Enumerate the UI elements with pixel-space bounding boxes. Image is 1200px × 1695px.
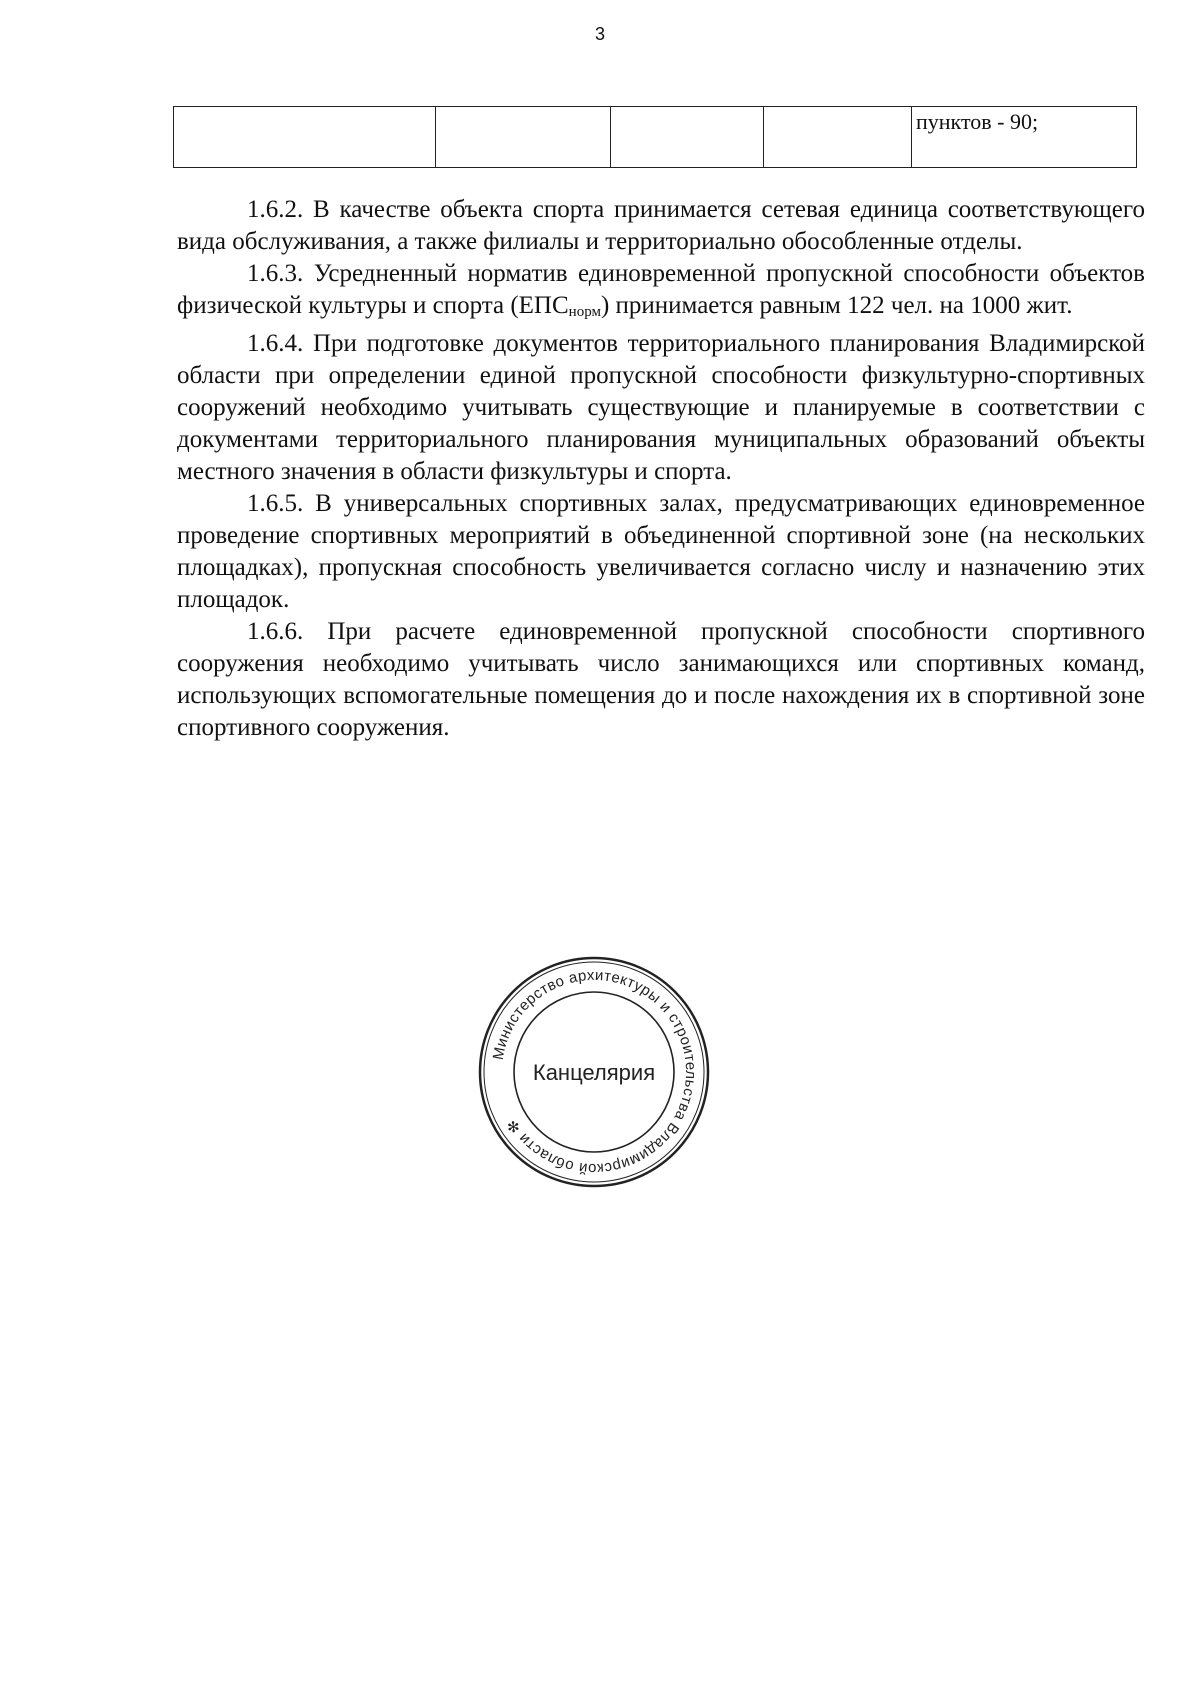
document-body [177,194,1145,744]
table-cell [764,107,912,168]
paragraph-1-6-4: 1.6.4. При подготовке документов территориального планирования Владимирской области при определении единой пропускной способности физкультурно-спортивных сооружений необходимо учитывать существующие и планируемые в соответствии с документами территориального планирования муниципальных образований объекты местного значения в области физкультуры и спорта. [177,330,1145,485]
paragraph-text: ) принимается равным 122 чел. на 1000 жит. [600,292,1073,319]
paragraph-1-6-6: 1.6.6. При расчете единовременной пропускной способности спортивного сооружения необходимо учитывать число занимающихся или спортивных команд, использующих вспомогательные помещения до и после нахождения их в спортивной зоне спортивного сооружения. [177,618,1145,741]
official-stamp [474,952,714,1192]
paragraph-1-6-3 [177,258,1145,328]
table-cell [611,107,764,168]
table-fragment [173,106,1137,168]
paragraph-1-6-5: 1.6.5. В универсальных спортивных залах, предусматривающих единовременное проведение спортивных мероприятий в объединенной спортивной зоне (на нескольких площадках), пропускная способность увеличивается согласно числу и назначению этих площадок. [177,490,1145,613]
table-row [174,107,1137,168]
paragraph-text: 1.6.3. Усредненный норматив единовременной пропускной способности объектов физической культуры и спорта (ЕПС [177,260,1145,319]
table-cell [174,107,436,168]
table-cell-points: пунктов - 90; [912,107,1137,168]
subscript-norm: норм [568,304,601,320]
paragraph-1-6-2: 1.6.2. В качестве объекта спорта принимается сетевая единица соответствующего вида обслуживания, а также филиалы и территориально обособленные отделы. [177,196,1145,255]
stamp-ring-textpath: Министерство архитектуры и строительства Владимирской области ✻ [489,966,700,1178]
table-cell [436,107,611,168]
page-number: 3 [594,24,605,44]
stamp-center-text: Канцелярия [532,1060,656,1085]
